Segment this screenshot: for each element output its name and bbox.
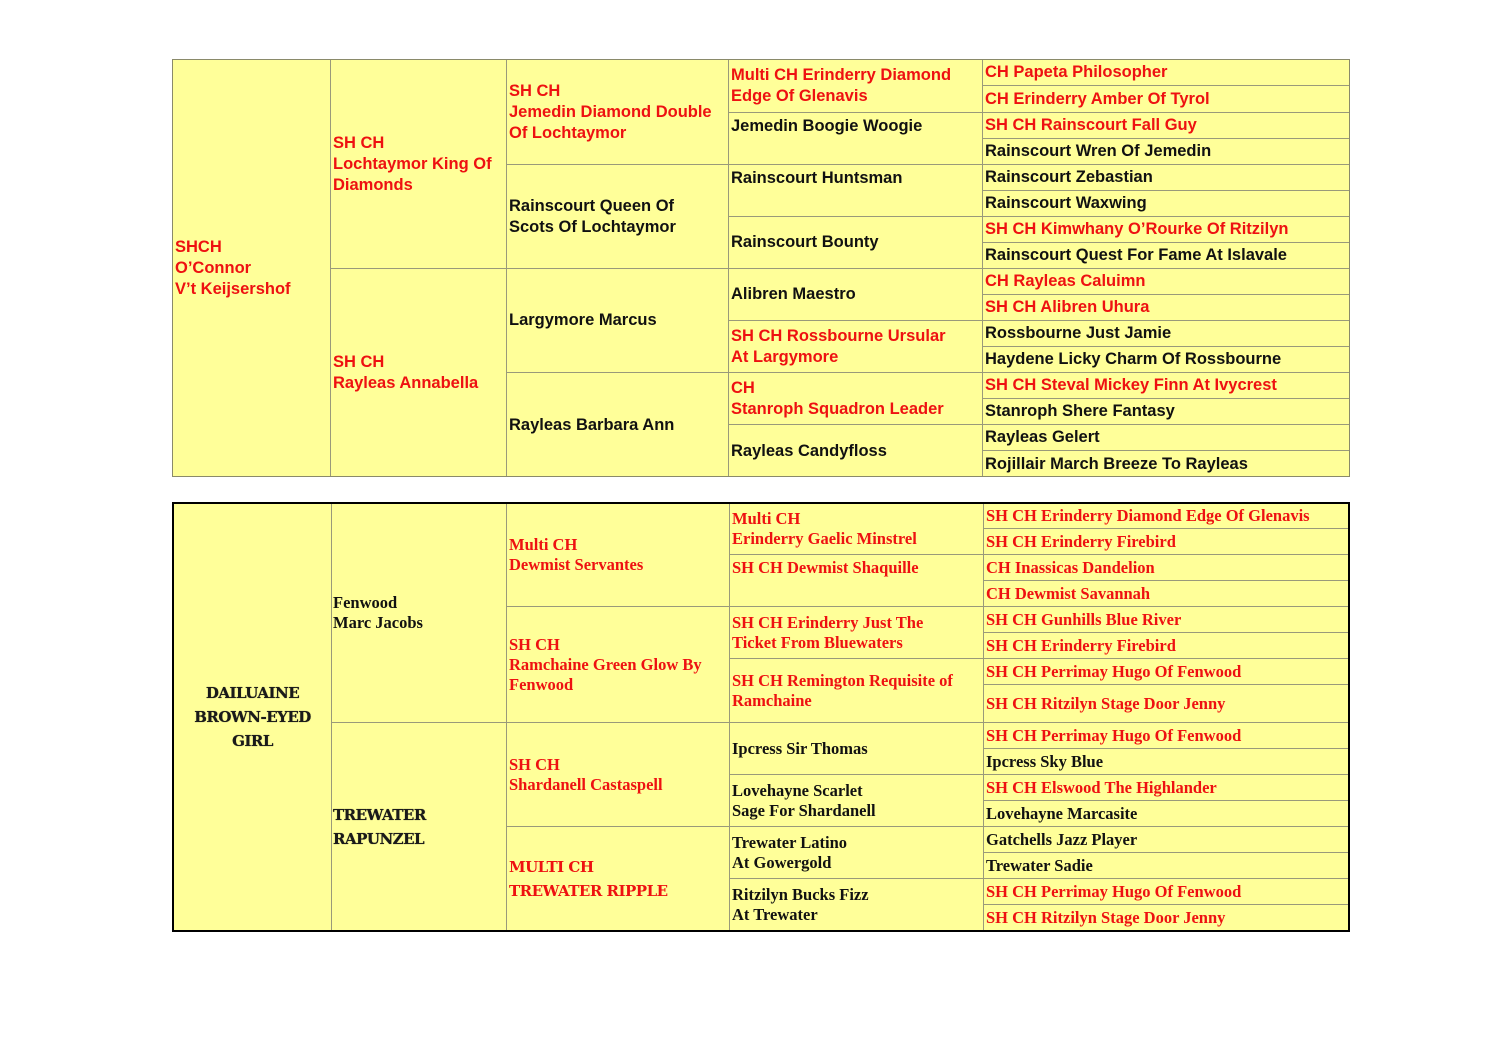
gg-grandparent-2: CH Erinderry Amber Of Tyrol — [983, 86, 1350, 113]
great-grandparent-6: Lovehayne Scarlet Sage For Shardanell — [730, 775, 984, 827]
gg-grandparent-12: Haydene Licky Charm Of Rossbourne — [983, 347, 1350, 373]
great-grandparent-4: Rainscourt Bounty — [729, 217, 983, 269]
gg-grandparent-5: SH CH Gunhills Blue River — [984, 607, 1350, 633]
subject-name: SHCH O’Connor V’t Keijsershof — [173, 60, 331, 477]
grandparent-4: MULTI CH TREWATER RIPPLE — [507, 827, 730, 930]
great-grandparent-7: Trewater Latino At Gowergold — [730, 827, 984, 879]
gg-grandparent-8: Rainscourt Quest For Fame At Islavale — [983, 243, 1350, 269]
grandparent-1: Multi CH Dewmist Servantes — [507, 504, 730, 607]
gg-grandparent-3: SH CH Rainscourt Fall Guy — [983, 113, 1350, 139]
gg-grandparent-7: SH CH Kimwhany O’Rourke Of Ritzilyn — [983, 217, 1350, 243]
gg-grandparent-11: SH CH Elswood The Highlander — [984, 775, 1350, 801]
grandparent-3: Largymore Marcus — [507, 269, 729, 373]
gg-grandparent-10: SH CH Alibren Uhura — [983, 295, 1350, 321]
great-grandparent-8: Ritzilyn Bucks Fizz At Trewater — [730, 879, 984, 930]
gg-grandparent-15: Rayleas Gelert — [983, 425, 1350, 451]
great-grandparent-8: Rayleas Candyfloss — [729, 425, 983, 477]
gg-grandparent-1: CH Papeta Philosopher — [983, 60, 1350, 86]
dam-name: TREWATER RAPUNZEL — [331, 723, 507, 930]
gg-grandparent-6: SH CH Erinderry Firebird — [984, 633, 1350, 659]
gg-grandparent-12: Lovehayne Marcasite — [984, 801, 1350, 827]
grandparent-4: Rayleas Barbara Ann — [507, 373, 729, 477]
great-grandparent-3: Rainscourt Huntsman — [729, 165, 983, 217]
gg-grandparent-8: SH CH Ritzilyn Stage Door Jenny — [984, 685, 1350, 723]
pedigree-table-oconnor — [172, 59, 1350, 477]
gg-grandparent-10: Ipcress Sky Blue — [984, 749, 1350, 775]
pedigree-table-dailuaine — [172, 502, 1350, 932]
great-grandparent-5: Alibren Maestro — [729, 269, 983, 321]
great-grandparent-1: Multi CH Erinderry Diamond Edge Of Glenavis — [729, 60, 983, 113]
grandparent-2: SH CH Ramchaine Green Glow By Fenwood — [507, 607, 730, 723]
great-grandparent-2: Jemedin Boogie Woogie — [729, 113, 983, 165]
gg-grandparent-9: CH Rayleas Caluimn — [983, 269, 1350, 295]
dam-name: SH CH Rayleas Annabella — [331, 269, 507, 477]
grandparent-3: SH CH Shardanell Castaspell — [507, 723, 730, 827]
grandparent-2: Rainscourt Queen Of Scots Of Lochtaymor — [507, 165, 729, 269]
great-grandparent-5: Ipcress Sir Thomas — [730, 723, 984, 775]
gg-grandparent-3: CH Inassicas Dandelion — [984, 555, 1350, 581]
great-grandparent-3: SH CH Erinderry Just The Ticket From Bluewaters — [730, 607, 984, 659]
gg-grandparent-4: CH Dewmist Savannah — [984, 581, 1350, 607]
gg-grandparent-15: SH CH Perrimay Hugo Of Fenwood — [984, 879, 1350, 905]
gg-grandparent-13: SH CH Steval Mickey Finn At Ivycrest — [983, 373, 1350, 399]
great-grandparent-4: SH CH Remington Requisite of Ramchaine — [730, 659, 984, 723]
gg-grandparent-6: Rainscourt Waxwing — [983, 191, 1350, 217]
great-grandparent-2: SH CH Dewmist Shaquille — [730, 555, 984, 607]
gg-grandparent-11: Rossbourne Just Jamie — [983, 321, 1350, 347]
gg-grandparent-9: SH CH Perrimay Hugo Of Fenwood — [984, 723, 1350, 749]
gg-grandparent-16: SH CH Ritzilyn Stage Door Jenny — [986, 907, 1226, 927]
great-grandparent-1: Multi CH Erinderry Gaelic Minstrel — [730, 504, 984, 555]
gg-grandparent-5: Rainscourt Zebastian — [983, 165, 1350, 191]
gg-grandparent-14: Trewater Sadie — [984, 853, 1350, 879]
great-grandparent-7: CH Stanroph Squadron Leader — [729, 373, 983, 425]
gg-grandparent-13: Gatchells Jazz Player — [984, 827, 1350, 853]
gg-grandparent-14: Stanroph Shere Fantasy — [983, 399, 1350, 425]
sire-name: SH CH Lochtaymor King Of Diamonds — [331, 60, 507, 269]
subject-name: DAILUAINE BROWN-EYED GIRL — [174, 504, 332, 930]
gg-grandparent-2: SH CH Erinderry Firebird — [984, 529, 1350, 555]
gg-grandparent-4: Rainscourt Wren Of Jemedin — [983, 139, 1350, 165]
gg-grandparent-1: SH CH Erinderry Diamond Edge Of Glenavis — [984, 504, 1350, 529]
gg-grandparent-7: SH CH Perrimay Hugo Of Fenwood — [984, 659, 1350, 685]
great-grandparent-6: SH CH Rossbourne Ursular At Largymore — [729, 321, 983, 373]
grandparent-1: SH CH Jemedin Diamond Double Of Lochtaymor — [507, 60, 729, 165]
gg-grandparent-16: Rojillair March Breeze To Rayleas — [985, 454, 1248, 473]
sire-name: Fenwood Marc Jacobs — [331, 504, 507, 723]
